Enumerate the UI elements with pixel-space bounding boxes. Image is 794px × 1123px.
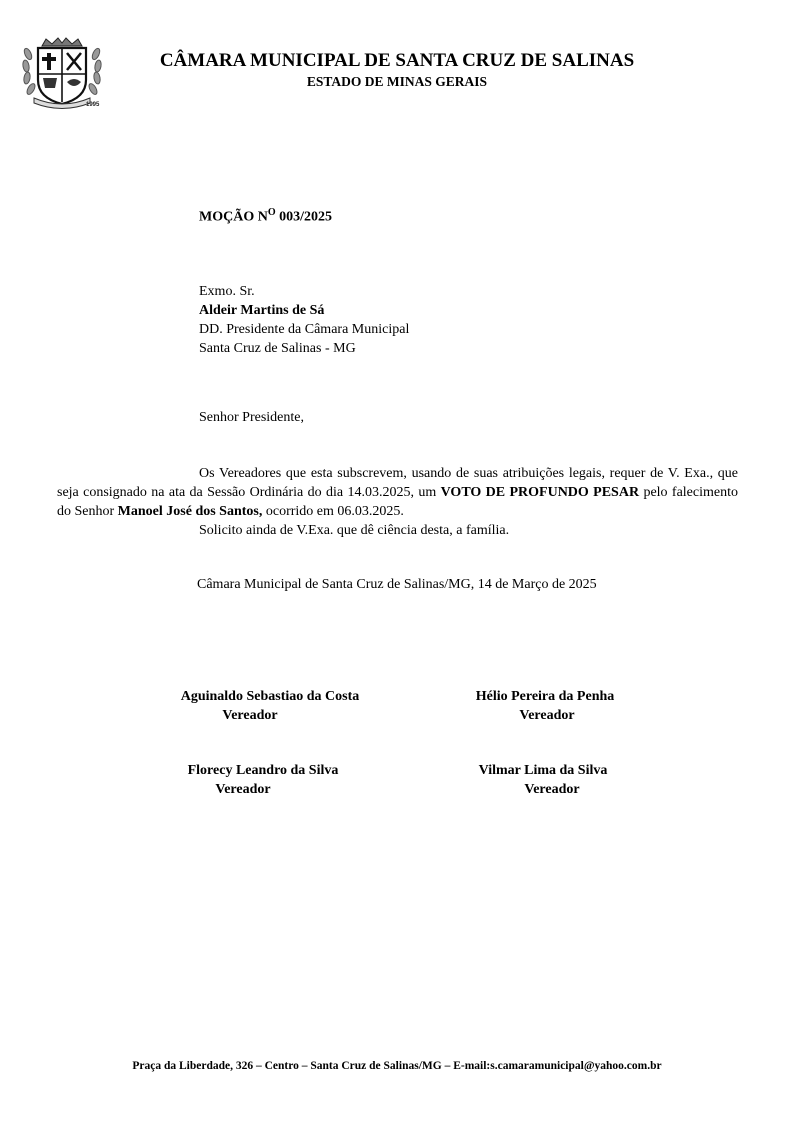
body-bold-name: Manoel José dos Santos, [117, 504, 263, 519]
signature-title: Vereador [215, 782, 271, 797]
motion-number [199, 207, 332, 226]
greeting: Senhor Presidente, [199, 410, 304, 425]
seal-year: 1995 [86, 102, 100, 108]
signature-name: Hélio Pereira da Penha [475, 689, 615, 704]
signature-block [160, 687, 380, 725]
body-paragraph: Os Vereadores que esta subscrevem, usando de suas atribuições legais, requer de V. Exa., que seja consignado na ata da Sessão Ordinária do dia 14.03.2025, um VOTO DE PROFUNDO PESAR pelo falecimento do Senhor Manoel José dos Santos, ocorrido em 06.03.2025. [57, 466, 738, 519]
signature-title: Vereador [519, 708, 575, 723]
municipal-seal [20, 36, 104, 110]
motion-value: 003/2025 [275, 209, 332, 225]
motion-prefix: MOÇÃO N [199, 209, 268, 225]
body-bold-vote: VOTO DE PROFUNDO PESAR [440, 485, 640, 500]
recipient-salutation: Exmo. Sr. [199, 284, 255, 299]
signature-block [453, 761, 633, 799]
page-title: CÂMARA MUNICIPAL DE SANTA CRUZ DE SALINAS [159, 50, 635, 71]
recipient-city: Santa Cruz de Salinas - MG [199, 341, 356, 356]
recipient-role: DD. Presidente da Câmara Municipal [199, 322, 410, 337]
footer-address: Praça da Liberdade, 326 – Centro – Santa Cruz de Salinas/MG – E-mail:s.camaramunicipal@yahoo.com.br [132, 1060, 662, 1072]
signature-block [445, 687, 645, 725]
motion-body [57, 464, 738, 540]
signature-name: Vilmar Lima da Silva [478, 763, 608, 778]
signature-name: Florecy Leandro da Silva [187, 763, 339, 778]
signature-title: Vereador [222, 708, 278, 723]
body-paragraph-2: Solicito ainda de V.Exa. que dê ciência desta, a família. [199, 523, 510, 538]
signature-block [163, 761, 363, 799]
signature-name: Aguinaldo Sebastiao da Costa [180, 689, 360, 704]
motion-sup: O [267, 207, 276, 218]
recipient-name: Aldeir Martins de Sá [199, 303, 325, 318]
place-date: Câmara Municipal de Santa Cruz de Salinas/MG, 14 de Março de 2025 [197, 577, 597, 592]
page-subtitle: ESTADO DE MINAS GERAIS [306, 74, 488, 89]
signature-title: Vereador [524, 782, 580, 797]
